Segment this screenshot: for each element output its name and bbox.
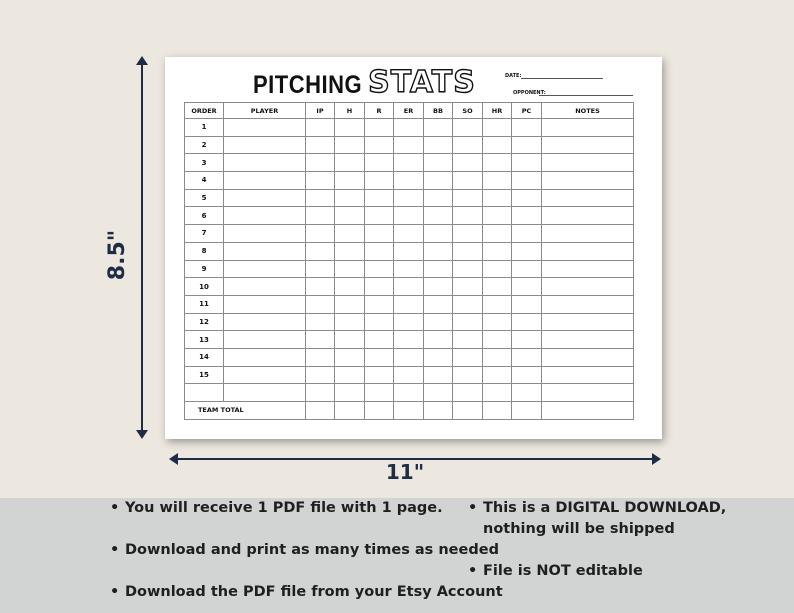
table-cell bbox=[512, 295, 542, 313]
row-number-cell: 15 bbox=[185, 366, 224, 384]
table-cell bbox=[424, 402, 453, 420]
table-row bbox=[185, 189, 634, 207]
table-cell bbox=[394, 136, 424, 154]
table-cell bbox=[224, 189, 306, 207]
table-cell bbox=[394, 278, 424, 296]
bullet-item bbox=[110, 540, 499, 561]
table-cell bbox=[306, 136, 335, 154]
table-cell bbox=[224, 278, 306, 296]
table-row bbox=[185, 225, 634, 243]
title-stats: STATS bbox=[368, 65, 476, 100]
table-cell bbox=[542, 154, 634, 172]
table-cell bbox=[335, 313, 365, 331]
table-cell bbox=[306, 225, 335, 243]
row-number-cell: 12 bbox=[185, 313, 224, 331]
table-cell bbox=[224, 154, 306, 172]
table-cell bbox=[224, 260, 306, 278]
table-cell bbox=[306, 331, 335, 349]
table-cell bbox=[306, 366, 335, 384]
row-number-cell: 4 bbox=[185, 172, 224, 190]
table-cell bbox=[365, 207, 394, 225]
date-label: DATE: bbox=[505, 73, 522, 79]
table-cell bbox=[335, 260, 365, 278]
column-header: R bbox=[365, 103, 394, 119]
table-cell bbox=[483, 260, 512, 278]
table-cell bbox=[306, 384, 335, 402]
table-cell bbox=[512, 136, 542, 154]
table-cell bbox=[453, 260, 483, 278]
table-cell bbox=[453, 295, 483, 313]
table-cell bbox=[512, 348, 542, 366]
stats-table bbox=[184, 102, 634, 420]
table-cell bbox=[365, 348, 394, 366]
table-cell bbox=[306, 207, 335, 225]
table-cell bbox=[306, 172, 335, 190]
table-cell bbox=[335, 189, 365, 207]
table-row bbox=[185, 295, 634, 313]
table-cell bbox=[453, 207, 483, 225]
table-cell bbox=[483, 189, 512, 207]
table-cell bbox=[453, 136, 483, 154]
table-cell bbox=[483, 278, 512, 296]
column-header: SO bbox=[453, 103, 483, 119]
title-pitching: PITCHING bbox=[253, 70, 363, 99]
table-cell bbox=[424, 225, 453, 243]
table-cell bbox=[335, 172, 365, 190]
table-cell bbox=[483, 348, 512, 366]
table-cell bbox=[365, 260, 394, 278]
table-cell bbox=[483, 366, 512, 384]
table-cell bbox=[394, 384, 424, 402]
table-cell bbox=[483, 331, 512, 349]
row-number-cell: 9 bbox=[185, 260, 224, 278]
sheet-title bbox=[253, 65, 476, 99]
date-field bbox=[505, 73, 521, 79]
table-cell bbox=[483, 119, 512, 137]
row-number-cell: 8 bbox=[185, 242, 224, 260]
table-cell bbox=[424, 295, 453, 313]
table-cell bbox=[542, 136, 634, 154]
table-cell bbox=[335, 242, 365, 260]
table-cell bbox=[483, 384, 512, 402]
table-cell bbox=[224, 366, 306, 384]
row-number-cell: 1 bbox=[185, 119, 224, 137]
table-cell bbox=[224, 384, 306, 402]
table-cell bbox=[453, 225, 483, 243]
table-cell bbox=[512, 242, 542, 260]
table-cell bbox=[365, 278, 394, 296]
table-cell bbox=[365, 154, 394, 172]
bullet-icon: • bbox=[110, 500, 120, 516]
table-cell bbox=[483, 207, 512, 225]
table-cell bbox=[306, 260, 335, 278]
column-header: HR bbox=[483, 103, 512, 119]
table-cell bbox=[512, 402, 542, 420]
feature-list bbox=[0, 498, 794, 613]
column-header: H bbox=[335, 103, 365, 119]
table-header-row bbox=[185, 103, 634, 119]
table-cell bbox=[394, 366, 424, 384]
row-number-cell: 10 bbox=[185, 278, 224, 296]
table-cell bbox=[542, 225, 634, 243]
bullet-icon: • bbox=[468, 563, 478, 579]
table-cell bbox=[424, 154, 453, 172]
table-cell bbox=[224, 207, 306, 225]
table-cell bbox=[424, 207, 453, 225]
table-cell bbox=[424, 260, 453, 278]
bullet-icon: • bbox=[468, 500, 478, 516]
table-cell bbox=[365, 225, 394, 243]
table-cell bbox=[335, 278, 365, 296]
table-cell bbox=[394, 295, 424, 313]
table-cell bbox=[335, 154, 365, 172]
table-cell bbox=[306, 295, 335, 313]
table-cell bbox=[306, 348, 335, 366]
table-cell bbox=[394, 119, 424, 137]
column-header: BB bbox=[424, 103, 453, 119]
table-cell bbox=[306, 402, 335, 420]
column-header: NOTES bbox=[542, 103, 634, 119]
table-row bbox=[185, 313, 634, 331]
table-cell bbox=[453, 366, 483, 384]
row-number-cell: 5 bbox=[185, 189, 224, 207]
table-cell bbox=[335, 331, 365, 349]
table-cell bbox=[365, 366, 394, 384]
table-cell bbox=[453, 384, 483, 402]
table-cell bbox=[394, 242, 424, 260]
table-cell bbox=[306, 278, 335, 296]
table-cell bbox=[542, 172, 634, 190]
table-cell bbox=[335, 119, 365, 137]
table-cell bbox=[365, 119, 394, 137]
table-cell bbox=[483, 313, 512, 331]
row-number-cell: 2 bbox=[185, 136, 224, 154]
table-cell bbox=[512, 278, 542, 296]
table-cell bbox=[335, 384, 365, 402]
table-cell bbox=[512, 366, 542, 384]
arrow-right-icon bbox=[652, 453, 661, 465]
table-row bbox=[185, 260, 634, 278]
table-cell bbox=[306, 313, 335, 331]
table-cell bbox=[542, 278, 634, 296]
table-cell bbox=[424, 278, 453, 296]
table-cell bbox=[453, 242, 483, 260]
table-row bbox=[185, 331, 634, 349]
table-cell bbox=[306, 119, 335, 137]
table-row bbox=[185, 278, 634, 296]
table-cell bbox=[394, 154, 424, 172]
table-cell bbox=[365, 295, 394, 313]
table-cell bbox=[365, 402, 394, 420]
row-number-cell: 6 bbox=[185, 207, 224, 225]
table-cell bbox=[394, 348, 424, 366]
row-number-cell: 7 bbox=[185, 225, 224, 243]
column-header: IP bbox=[306, 103, 335, 119]
table-cell bbox=[335, 136, 365, 154]
table-cell bbox=[365, 136, 394, 154]
table-cell bbox=[512, 225, 542, 243]
column-header: ORDER bbox=[185, 103, 224, 119]
table-cell bbox=[365, 313, 394, 331]
table-cell bbox=[542, 295, 634, 313]
row-number-cell: 3 bbox=[185, 154, 224, 172]
table-body bbox=[185, 119, 634, 420]
table-cell bbox=[483, 172, 512, 190]
table-cell bbox=[224, 313, 306, 331]
table-cell bbox=[224, 119, 306, 137]
table-cell bbox=[224, 331, 306, 349]
bullet-text: File is NOT editable bbox=[483, 563, 643, 579]
table-cell bbox=[512, 207, 542, 225]
table-cell bbox=[394, 225, 424, 243]
opponent-label: OPPONENT: bbox=[513, 90, 546, 96]
opponent-field bbox=[513, 90, 546, 96]
height-label: 8.5" bbox=[105, 229, 130, 281]
table-cell bbox=[453, 402, 483, 420]
table-cell bbox=[306, 154, 335, 172]
table-row bbox=[185, 172, 634, 190]
table-cell bbox=[483, 242, 512, 260]
table-row bbox=[185, 242, 634, 260]
arrow-down-icon bbox=[136, 430, 148, 439]
table-cell bbox=[542, 384, 634, 402]
table-cell bbox=[512, 313, 542, 331]
table-cell bbox=[453, 331, 483, 349]
table-cell bbox=[306, 242, 335, 260]
table-cell bbox=[224, 242, 306, 260]
table-cell bbox=[224, 172, 306, 190]
table-cell bbox=[424, 172, 453, 190]
table-cell bbox=[453, 313, 483, 331]
table-row bbox=[185, 154, 634, 172]
table-cell bbox=[542, 366, 634, 384]
table-row bbox=[185, 348, 634, 366]
bullet-item bbox=[110, 582, 503, 603]
table-cell bbox=[512, 154, 542, 172]
table-cell bbox=[453, 348, 483, 366]
table-cell bbox=[424, 313, 453, 331]
table-cell bbox=[542, 242, 634, 260]
column-header: PC bbox=[512, 103, 542, 119]
table-cell bbox=[453, 189, 483, 207]
table-cell bbox=[542, 402, 634, 420]
table-cell bbox=[483, 154, 512, 172]
table-cell bbox=[453, 154, 483, 172]
table-cell bbox=[335, 402, 365, 420]
row-number-cell: 14 bbox=[185, 348, 224, 366]
table-cell bbox=[453, 172, 483, 190]
height-dimension-line bbox=[141, 62, 143, 434]
table-cell bbox=[542, 313, 634, 331]
table-cell bbox=[365, 189, 394, 207]
table-cell bbox=[365, 242, 394, 260]
table-cell bbox=[512, 172, 542, 190]
table-cell bbox=[306, 189, 335, 207]
table-cell bbox=[512, 260, 542, 278]
table-cell bbox=[453, 119, 483, 137]
table-cell bbox=[365, 384, 394, 402]
bullet-text: Download and print as many times as needed bbox=[125, 542, 499, 558]
bullet-item bbox=[468, 561, 643, 582]
bullet-icon: • bbox=[110, 584, 120, 600]
bullet-item bbox=[468, 498, 727, 540]
table-cell bbox=[542, 260, 634, 278]
table-cell bbox=[394, 331, 424, 349]
bullet-text-continued: nothing will be shipped bbox=[483, 521, 675, 537]
table-row bbox=[185, 119, 634, 137]
table-cell bbox=[224, 136, 306, 154]
table-cell bbox=[512, 331, 542, 349]
table-cell bbox=[224, 225, 306, 243]
bullet-text: Download the PDF file from your Etsy Account bbox=[125, 584, 503, 600]
team-total-label: TEAM TOTAL bbox=[185, 402, 306, 420]
table-cell bbox=[424, 119, 453, 137]
table-row bbox=[185, 207, 634, 225]
table-cell bbox=[335, 207, 365, 225]
table-cell bbox=[424, 331, 453, 349]
table-cell bbox=[335, 225, 365, 243]
table-cell bbox=[424, 189, 453, 207]
table-cell bbox=[512, 384, 542, 402]
table-cell bbox=[483, 136, 512, 154]
table-cell bbox=[394, 189, 424, 207]
table-row bbox=[185, 384, 634, 402]
table-cell bbox=[365, 331, 394, 349]
table-cell bbox=[394, 402, 424, 420]
table-cell bbox=[394, 207, 424, 225]
table-cell bbox=[365, 172, 394, 190]
table-row bbox=[185, 136, 634, 154]
table-cell bbox=[224, 295, 306, 313]
column-header: ER bbox=[394, 103, 424, 119]
table-cell bbox=[512, 189, 542, 207]
table-cell bbox=[335, 348, 365, 366]
bullet-item bbox=[110, 498, 443, 519]
width-label: 11" bbox=[385, 460, 425, 484]
table-cell bbox=[542, 348, 634, 366]
table-cell bbox=[394, 172, 424, 190]
row-number-cell bbox=[185, 384, 224, 402]
table-cell bbox=[335, 295, 365, 313]
table-cell bbox=[424, 366, 453, 384]
table-cell bbox=[394, 260, 424, 278]
printable-sheet bbox=[165, 57, 662, 439]
table-cell bbox=[483, 402, 512, 420]
table-cell bbox=[424, 136, 453, 154]
date-line bbox=[521, 77, 603, 79]
table-cell bbox=[335, 366, 365, 384]
bullet-text: You will receive 1 PDF file with 1 page. bbox=[125, 500, 443, 516]
table-cell bbox=[424, 348, 453, 366]
table-cell bbox=[542, 189, 634, 207]
table-cell bbox=[453, 278, 483, 296]
row-number-cell: 11 bbox=[185, 295, 224, 313]
team-total-row bbox=[185, 402, 634, 420]
table-cell bbox=[483, 225, 512, 243]
table-cell bbox=[542, 119, 634, 137]
table-cell bbox=[394, 313, 424, 331]
table-cell bbox=[542, 331, 634, 349]
bullet-icon: • bbox=[110, 542, 120, 558]
bullet-text: This is a DIGITAL DOWNLOAD, bbox=[483, 500, 727, 516]
table-cell bbox=[224, 348, 306, 366]
table-cell bbox=[424, 242, 453, 260]
table-cell bbox=[542, 207, 634, 225]
column-header: PLAYER bbox=[224, 103, 306, 119]
table-cell bbox=[483, 295, 512, 313]
table-cell bbox=[512, 119, 542, 137]
table-cell bbox=[424, 384, 453, 402]
opponent-line bbox=[539, 94, 633, 96]
row-number-cell: 13 bbox=[185, 331, 224, 349]
table-row bbox=[185, 366, 634, 384]
